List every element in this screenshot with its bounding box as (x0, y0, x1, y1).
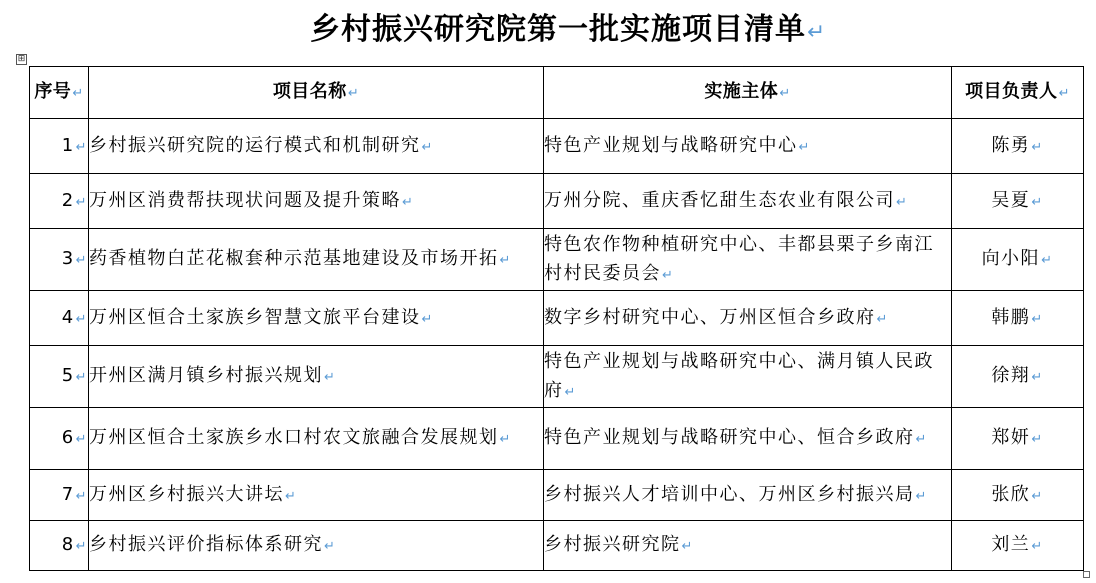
cell-name[interactable]: 万州区恒合土家族乡水口村农文旅融合发展规划↵ (89, 408, 544, 470)
paragraph-mark-icon: ↵ (806, 20, 827, 45)
paragraph-mark-icon: ↵ (1031, 539, 1044, 554)
cell-lead[interactable]: 陈勇↵ (952, 119, 1084, 174)
paragraph-mark-icon: ↵ (915, 488, 928, 504)
table-row (30, 291, 1084, 346)
header-lead: 项目负责人↵ (952, 67, 1084, 119)
table-move-handle-icon[interactable]: ⊞ (17, 54, 26, 64)
cell-org[interactable]: 特色产业规划与战略研究中心、恒合乡政府↵ (544, 408, 952, 470)
paragraph-mark-icon: ↵ (72, 86, 84, 101)
paragraph-mark-icon: ↵ (915, 432, 928, 447)
table-row (30, 470, 1084, 521)
cell-no[interactable]: 1↵ (30, 119, 89, 174)
paragraph-mark-icon: ↵ (798, 139, 811, 155)
cell-lead[interactable]: 张欣↵ (952, 470, 1084, 521)
cell-no[interactable]: 6↵ (30, 408, 89, 470)
table-header-row (30, 67, 1084, 119)
cell-lead[interactable]: 韩鹏↵ (952, 291, 1084, 346)
paragraph-mark-icon: ↵ (421, 311, 434, 327)
paragraph-mark-icon: ↵ (499, 253, 512, 268)
paragraph-mark-icon: ↵ (75, 370, 88, 385)
cell-no[interactable]: 5↵ (30, 346, 89, 408)
table-row (30, 174, 1084, 229)
cell-no[interactable]: 8↵ (30, 521, 89, 571)
table-row (30, 408, 1084, 470)
cell-org[interactable]: 万州分院、重庆香忆甜生态农业有限公司↵ (544, 174, 952, 229)
table-row (30, 521, 1084, 571)
paragraph-mark-icon: ↵ (1031, 194, 1044, 210)
table-row (30, 119, 1084, 174)
cell-no[interactable]: 3↵ (30, 229, 89, 291)
table-row (30, 346, 1084, 408)
paragraph-mark-icon: ↵ (75, 311, 88, 327)
cell-name[interactable]: 万州区恒合土家族乡智慧文旅平台建设↵ (89, 291, 544, 346)
paragraph-mark-icon: ↵ (779, 86, 791, 101)
paragraph-mark-icon: ↵ (75, 488, 88, 504)
cell-name[interactable]: 万州区乡村振兴大讲坛↵ (89, 470, 544, 521)
project-table (29, 66, 1084, 571)
cell-name[interactable]: 开州区满月镇乡村振兴规划↵ (89, 346, 544, 408)
paragraph-mark-icon: ↵ (1058, 86, 1070, 101)
paragraph-mark-icon: ↵ (347, 86, 360, 101)
cell-lead[interactable]: 刘兰↵ (952, 521, 1084, 571)
paragraph-mark-icon: ↵ (75, 194, 88, 210)
cell-org[interactable]: 乡村振兴人才培训中心、万州区乡村振兴局↵ (544, 470, 952, 521)
paragraph-mark-icon: ↵ (1041, 253, 1054, 268)
cell-org[interactable]: 特色农作物种植研究中心、丰都县栗子乡南江村村民委员会↵ (544, 229, 952, 291)
cell-no[interactable]: 2↵ (30, 174, 89, 229)
paragraph-mark-icon: ↵ (1031, 139, 1044, 155)
paragraph-mark-icon: ↵ (402, 194, 415, 210)
document-title-text: 乡村振兴研究院第一批实施项目清单 (309, 12, 806, 47)
paragraph-mark-icon: ↵ (285, 488, 298, 504)
paragraph-mark-icon: ↵ (75, 539, 88, 554)
cell-org[interactable]: 特色产业规划与战略研究中心↵ (544, 119, 952, 174)
cell-lead[interactable]: 向小阳↵ (952, 229, 1084, 291)
paragraph-mark-icon: ↵ (499, 432, 512, 447)
paragraph-mark-icon: ↵ (1031, 311, 1044, 327)
cell-no[interactable]: 7↵ (30, 470, 89, 521)
header-no: 序号↵ (30, 67, 89, 119)
paragraph-mark-icon: ↵ (564, 384, 577, 400)
paragraph-mark-icon: ↵ (75, 253, 88, 268)
paragraph-mark-icon: ↵ (876, 311, 889, 327)
header-name: 项目名称↵ (89, 67, 544, 119)
paragraph-mark-icon: ↵ (324, 370, 337, 385)
cell-org[interactable]: 数字乡村研究中心、万州区恒合乡政府↵ (544, 291, 952, 346)
paragraph-mark-icon: ↵ (662, 267, 675, 283)
cell-org[interactable]: 乡村振兴研究院↵ (544, 521, 952, 571)
document-title (0, 8, 1096, 55)
paragraph-mark-icon: ↵ (896, 194, 909, 210)
paragraph-mark-icon: ↵ (1031, 432, 1044, 447)
paragraph-mark-icon: ↵ (681, 539, 694, 554)
paragraph-mark-icon: ↵ (1031, 488, 1044, 504)
table-row (30, 229, 1084, 291)
cell-no[interactable]: 4↵ (30, 291, 89, 346)
cell-lead[interactable]: 吴夏↵ (952, 174, 1084, 229)
paragraph-mark-icon: ↵ (75, 432, 88, 447)
cell-name[interactable]: 乡村振兴研究院的运行模式和机制研究↵ (89, 119, 544, 174)
cell-org[interactable]: 特色产业规划与战略研究中心、满月镇人民政府↵ (544, 346, 952, 408)
paragraph-mark-icon: ↵ (1031, 370, 1044, 385)
cell-name[interactable]: 乡村振兴评价指标体系研究↵ (89, 521, 544, 571)
paragraph-mark-icon: ↵ (324, 539, 337, 554)
cell-name[interactable]: 万州区消费帮扶现状问题及提升策略↵ (89, 174, 544, 229)
paragraph-mark-icon: ↵ (421, 139, 434, 155)
header-org: 实施主体↵ (544, 67, 952, 119)
cell-lead[interactable]: 郑妍↵ (952, 408, 1084, 470)
table-resize-handle[interactable] (1083, 571, 1090, 578)
cell-name[interactable]: 药香植物白芷花椒套种示范基地建设及市场开拓↵ (89, 229, 544, 291)
paragraph-mark-icon: ↵ (75, 139, 88, 155)
cell-lead[interactable]: 徐翔↵ (952, 346, 1084, 408)
